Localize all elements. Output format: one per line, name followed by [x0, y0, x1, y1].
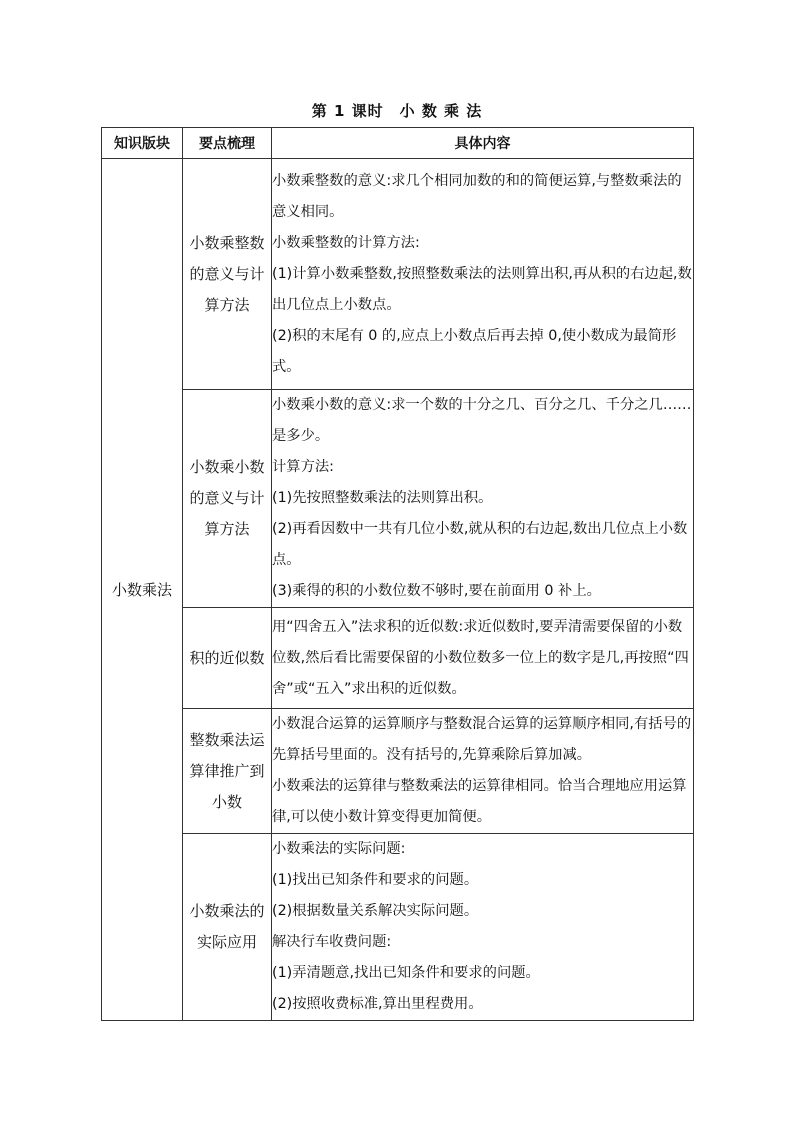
point-cell: 积的近似数: [183, 608, 272, 709]
content-cell: [272, 834, 694, 1021]
content-cell: [272, 608, 694, 709]
point-cell: 整数乘法运算律推广到小数: [183, 709, 272, 834]
point-cell: 小数乘小数的意义与计算方法: [183, 390, 272, 608]
table-row: [102, 390, 694, 608]
point-cell: 小数乘法的实际应用: [183, 834, 272, 1021]
content-cell: [272, 390, 694, 608]
content-line: (2)按照收费标准,算出里程费用。: [272, 996, 483, 1012]
content-line: (2)积的末尾有 0 的,应点上小数点后再去掉 0,使小数成为最简形式。: [272, 327, 677, 375]
knowledge-table: [101, 127, 694, 1021]
content-line: 解决行车收费问题:: [272, 934, 392, 950]
content-cell: [272, 709, 694, 834]
table-row: [102, 608, 694, 709]
content-line: 计算方法:: [272, 459, 335, 475]
content-line: 小数混合运算的运算顺序与整数混合运算的运算顺序相同,有括号的先算括号里面的。没有括号的,先算乘除后算加减。: [272, 716, 692, 763]
section-cell: 小数乘法: [102, 159, 183, 1021]
content-line: 小数乘法的实际问题:: [272, 841, 406, 857]
content-line: (2)再看因数中一共有几位小数,就从积的右边起,数出几位点上小数点。: [272, 521, 688, 568]
header-point: 要点梳理: [183, 128, 272, 159]
table-header-row: [102, 128, 694, 159]
content-line: 小数乘整数的意义:求几个相同加数的和的简便运算,与整数乘法的意义相同。: [272, 172, 682, 220]
content-line: 小数乘小数的意义:求一个数的十分之几、百分之几、千分之几……是多少。: [272, 397, 692, 444]
page-title: 第 1 课时 小 数 乘 法: [311, 102, 483, 120]
table-row: [102, 834, 694, 1021]
content-line: (1)找出已知条件和要求的问题。: [272, 872, 479, 888]
content-line: (3)乘得的积的小数位数不够时,要在前面用 0 补上。: [272, 583, 601, 599]
content-line: (1)计算小数乘整数,按照整数乘法的法则算出积,再从积的右边起,数出几位点上小数点。: [272, 265, 692, 313]
content-cell: [272, 159, 694, 390]
table-row: [102, 709, 694, 834]
content-line: 小数乘整数的计算方法:: [272, 234, 420, 251]
content-line: (2)根据数量关系解决实际问题。: [272, 903, 479, 919]
content-line: 用“四舍五入”法求积的近似数:求近似数时,要弄清需要保留的小数位数,然后看比需要保留的小数位数多一位上的数字是几,再按照“四舍”或“五入”求出积的近似数。: [272, 618, 689, 697]
content-line: (1)弄清题意,找出已知条件和要求的问题。: [272, 965, 540, 981]
header-section: 知识版块: [102, 128, 183, 159]
table-row: [102, 159, 694, 390]
content-line: 小数乘法的运算律与整数乘法的运算律相同。恰当合理地应用运算律,可以使小数计算变得更加简便。: [272, 778, 687, 825]
header-content: 具体内容: [272, 128, 694, 159]
point-cell: 小数乘整数的意义与计算方法: [183, 159, 272, 390]
content-line: (1)先按照整数乘法的法则算出积。: [272, 490, 493, 506]
